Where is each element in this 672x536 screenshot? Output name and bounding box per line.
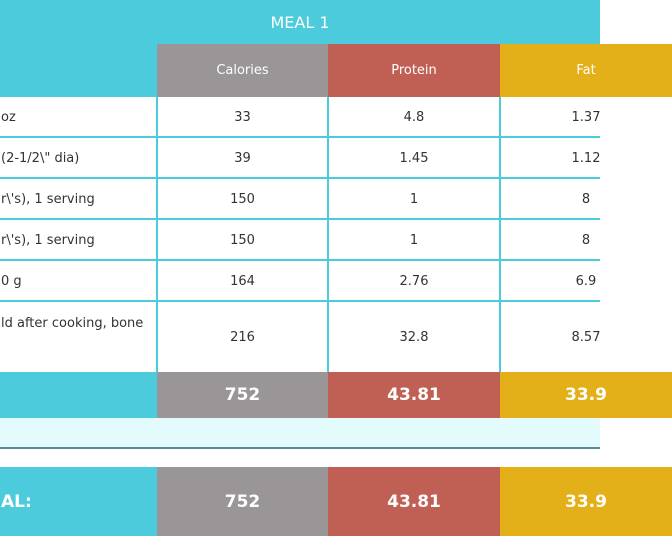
- grand-total-fat: 33.9: [500, 467, 672, 536]
- fat-value: 8.57: [571, 329, 601, 345]
- calories-value: 164: [230, 273, 255, 289]
- row-divider: [0, 259, 600, 261]
- protein-value: 2.76: [399, 273, 429, 289]
- food-name: ld after cooking, bone: [1, 316, 144, 331]
- fat-value: 6.9: [575, 273, 597, 289]
- calories-value: 150: [230, 191, 255, 207]
- food-name: oz: [1, 109, 16, 125]
- column-divider: [327, 97, 329, 372]
- fat-value: 8: [581, 232, 591, 248]
- protein-value: 1: [409, 232, 419, 248]
- food-name: (2-1/2\" dia): [1, 150, 80, 166]
- column-divider: [156, 97, 158, 372]
- calories-value: 33: [234, 109, 251, 125]
- row-divider: [0, 177, 600, 179]
- fat-value: 1.12: [571, 150, 601, 166]
- row-divider: [0, 300, 600, 302]
- meal-total-calories: 752: [157, 372, 328, 418]
- protein-value: 1: [409, 191, 419, 207]
- calories-value: 150: [230, 232, 255, 248]
- fat-value: 1.37: [571, 109, 601, 125]
- meal-total-protein: 43.81: [328, 372, 500, 418]
- meal-total-label-cell: [0, 372, 157, 418]
- row-divider: [0, 218, 600, 220]
- grand-total-label: AL:: [0, 467, 157, 536]
- calories-column-header: Calories: [157, 44, 328, 97]
- protein-value: 32.8: [399, 329, 429, 345]
- protein-value: 4.8: [403, 109, 425, 125]
- fat-value: 8: [581, 191, 591, 207]
- calories-value: 216: [230, 329, 255, 345]
- fat-column-header: Fat: [500, 44, 672, 97]
- calories-value: 39: [234, 150, 251, 166]
- header-label-cell: [0, 44, 157, 97]
- column-divider: [499, 97, 501, 372]
- food-name: 0 g: [1, 273, 22, 289]
- meal-title: MEAL 1: [270, 12, 330, 32]
- grand-total-protein: 43.81: [328, 467, 500, 536]
- protein-value: 1.45: [399, 150, 429, 166]
- spacer-band: [0, 418, 600, 449]
- row-divider: [0, 136, 600, 138]
- food-name: r\'s), 1 serving: [1, 191, 95, 207]
- food-name: r\'s), 1 serving: [1, 232, 95, 248]
- grand-total-calories: 752: [157, 467, 328, 536]
- spacer-divider: [0, 447, 600, 449]
- protein-column-header: Protein: [328, 44, 500, 97]
- meal-total-fat: 33.9: [500, 372, 672, 418]
